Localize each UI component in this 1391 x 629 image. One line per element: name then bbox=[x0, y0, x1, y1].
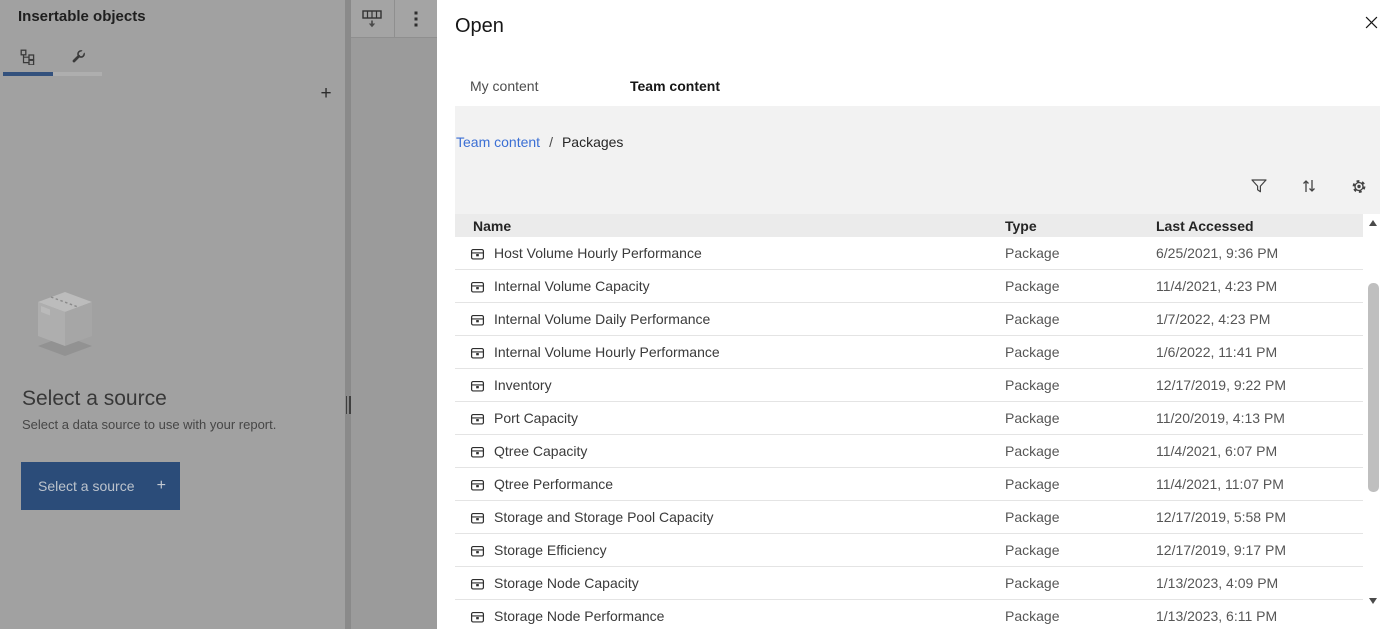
item-last-accessed: 1/7/2022, 4:23 PM bbox=[1156, 311, 1271, 327]
item-name: Internal Volume Daily Performance bbox=[494, 311, 711, 327]
panel-plus-row bbox=[0, 75, 345, 113]
item-last-accessed: 11/4/2021, 11:07 PM bbox=[1156, 476, 1284, 492]
tab-team-content-label: Team content bbox=[630, 78, 720, 94]
table-body bbox=[455, 237, 1363, 629]
item-type: Package bbox=[1005, 278, 1060, 294]
item-type: Package bbox=[1005, 443, 1060, 459]
table-row[interactable] bbox=[455, 567, 1363, 600]
table-row[interactable] bbox=[455, 369, 1363, 402]
add-source-plus-button[interactable]: + bbox=[320, 83, 332, 104]
item-name: Host Volume Hourly Performance bbox=[494, 245, 702, 261]
item-type: Package bbox=[1005, 410, 1060, 426]
package-icon bbox=[470, 576, 485, 591]
item-last-accessed: 1/6/2022, 11:41 PM bbox=[1156, 344, 1278, 360]
page-dock-button[interactable] bbox=[351, 0, 395, 37]
item-type: Package bbox=[1005, 344, 1060, 360]
tab-my-content[interactable] bbox=[455, 78, 615, 106]
breadcrumb-team-content-link[interactable]: Team content bbox=[456, 134, 541, 150]
page-dock-icon bbox=[361, 9, 383, 29]
package-icon bbox=[470, 312, 485, 327]
column-header-last-accessed[interactable]: Last Accessed bbox=[1156, 218, 1254, 234]
insertable-objects-panel bbox=[0, 0, 345, 629]
package-icon bbox=[470, 246, 485, 261]
item-last-accessed: 1/13/2023, 4:09 PM bbox=[1156, 575, 1279, 591]
item-type: Package bbox=[1005, 311, 1060, 327]
item-type: Package bbox=[1005, 377, 1060, 393]
plus-icon: + bbox=[156, 477, 166, 494]
empty-state-description: Select a data source to use with your report. bbox=[22, 417, 277, 432]
dialog-tabs bbox=[455, 78, 775, 106]
item-type: Package bbox=[1005, 575, 1060, 591]
open-dialog bbox=[437, 0, 1391, 629]
item-name: Storage Node Performance bbox=[494, 608, 665, 624]
scrollbar-thumb[interactable] bbox=[1368, 283, 1379, 492]
filter-icon bbox=[1251, 179, 1267, 194]
tab-team-content[interactable] bbox=[615, 78, 775, 106]
table-row[interactable] bbox=[455, 600, 1363, 629]
table-row[interactable] bbox=[455, 501, 1363, 534]
table-scrollbar[interactable] bbox=[1366, 214, 1381, 629]
tab-sources[interactable] bbox=[3, 38, 53, 75]
package-box-illustration bbox=[30, 290, 100, 356]
overflow-menu-icon bbox=[414, 11, 418, 27]
column-header-type[interactable]: Type bbox=[1005, 218, 1037, 234]
table-row[interactable] bbox=[455, 237, 1363, 270]
overflow-menu-button[interactable] bbox=[395, 0, 438, 37]
breadcrumb bbox=[456, 134, 623, 150]
item-type: Package bbox=[1005, 509, 1060, 525]
item-name: Storage Efficiency bbox=[494, 542, 607, 558]
report-canvas-strip bbox=[351, 0, 437, 629]
table-row[interactable] bbox=[455, 402, 1363, 435]
tab-toolbox[interactable] bbox=[53, 38, 103, 75]
table-row[interactable] bbox=[455, 336, 1363, 369]
table-row[interactable] bbox=[455, 468, 1363, 501]
filter-button[interactable] bbox=[1251, 178, 1267, 194]
item-name: Internal Volume Capacity bbox=[494, 278, 650, 294]
list-toolbar bbox=[1251, 178, 1367, 194]
select-source-button-label: Select a source bbox=[38, 478, 135, 494]
select-source-button[interactable] bbox=[21, 462, 180, 510]
item-name: Storage Node Capacity bbox=[494, 575, 639, 591]
item-name: Internal Volume Hourly Performance bbox=[494, 344, 720, 360]
item-last-accessed: 11/4/2021, 6:07 PM bbox=[1156, 443, 1278, 459]
item-name: Storage and Storage Pool Capacity bbox=[494, 509, 714, 525]
breadcrumb-separator: / bbox=[549, 134, 553, 150]
tab-my-content-label: My content bbox=[470, 78, 539, 94]
item-type: Package bbox=[1005, 542, 1060, 558]
browse-panel bbox=[455, 106, 1380, 214]
settings-icon bbox=[1351, 178, 1367, 195]
canvas-toolbar bbox=[351, 0, 437, 38]
close-button[interactable] bbox=[1359, 10, 1383, 34]
item-last-accessed: 12/17/2019, 9:17 PM bbox=[1156, 542, 1286, 558]
settings-button[interactable] bbox=[1351, 178, 1367, 194]
package-icon bbox=[470, 444, 485, 459]
item-last-accessed: 12/17/2019, 9:22 PM bbox=[1156, 377, 1286, 393]
item-name: Inventory bbox=[494, 377, 552, 393]
empty-state-heading: Select a source bbox=[22, 387, 167, 410]
table-row[interactable] bbox=[455, 270, 1363, 303]
item-type: Package bbox=[1005, 476, 1060, 492]
package-icon bbox=[470, 279, 485, 294]
item-last-accessed: 12/17/2019, 5:58 PM bbox=[1156, 509, 1286, 525]
package-icon bbox=[470, 543, 485, 558]
column-header-name[interactable]: Name bbox=[473, 218, 512, 234]
sort-button[interactable] bbox=[1301, 178, 1317, 194]
item-last-accessed: 11/4/2021, 4:23 PM bbox=[1156, 278, 1278, 294]
source-tree-icon bbox=[20, 49, 36, 65]
package-icon bbox=[470, 510, 485, 525]
scroll-up-arrow-icon[interactable] bbox=[1369, 220, 1377, 226]
package-icon bbox=[470, 345, 485, 360]
close-icon bbox=[1365, 16, 1378, 29]
package-icon bbox=[470, 477, 485, 492]
sort-icon bbox=[1301, 178, 1317, 194]
item-name: Qtree Performance bbox=[494, 476, 614, 492]
package-icon bbox=[470, 411, 485, 426]
item-last-accessed: 11/20/2019, 4:13 PM bbox=[1156, 410, 1285, 426]
content-table bbox=[455, 214, 1363, 629]
panel-title: Insertable objects bbox=[18, 8, 146, 25]
item-last-accessed: 6/25/2021, 9:36 PM bbox=[1156, 245, 1279, 261]
item-name: Qtree Capacity bbox=[494, 443, 588, 459]
toolbox-icon bbox=[70, 48, 87, 65]
package-icon bbox=[470, 378, 485, 393]
scroll-down-arrow-icon[interactable] bbox=[1369, 598, 1377, 604]
item-last-accessed: 1/13/2023, 6:11 PM bbox=[1156, 608, 1278, 624]
package-icon bbox=[470, 609, 485, 624]
table-row[interactable] bbox=[455, 303, 1363, 336]
item-type: Package bbox=[1005, 608, 1060, 624]
item-type: Package bbox=[1005, 245, 1060, 261]
breadcrumb-current: Packages bbox=[561, 134, 624, 150]
item-name: Port Capacity bbox=[494, 410, 579, 426]
dialog-title: Open bbox=[455, 15, 504, 37]
panel-tabs bbox=[0, 38, 345, 75]
table-row[interactable] bbox=[455, 435, 1363, 468]
table-row[interactable] bbox=[455, 534, 1363, 567]
